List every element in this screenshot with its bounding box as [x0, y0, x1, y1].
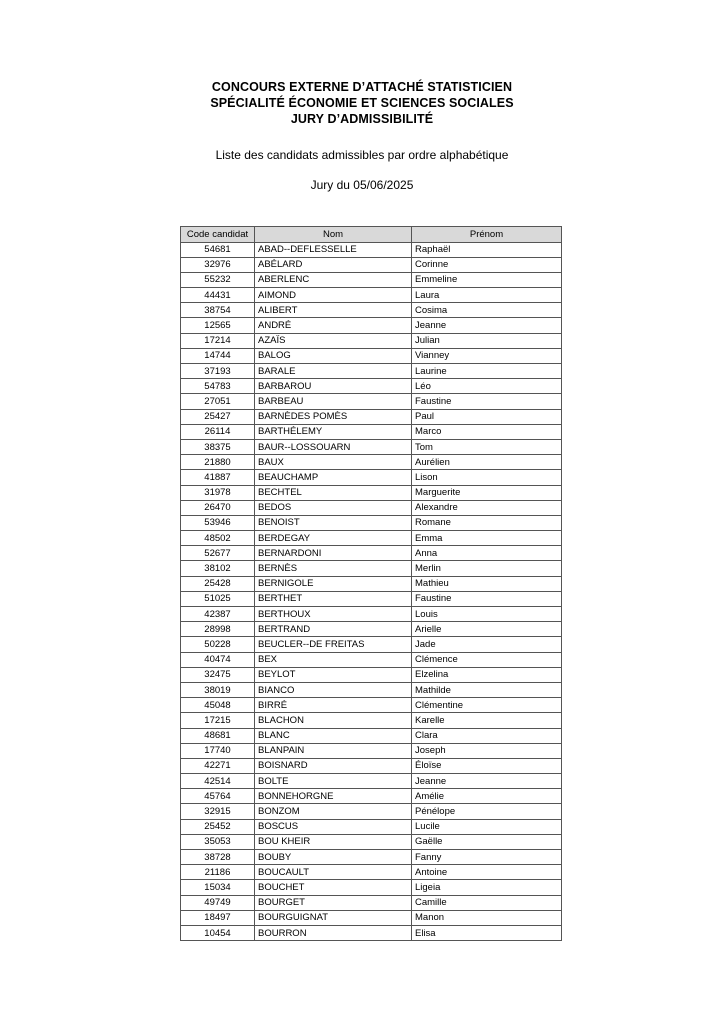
- cell-nom: BOURGET: [255, 895, 412, 910]
- document-header: [0, 79, 724, 127]
- table-row: [181, 364, 562, 379]
- cell-code: 31978: [181, 485, 255, 500]
- table-row: [181, 303, 562, 318]
- cell-prenom: Amélie: [412, 789, 562, 804]
- cell-prenom: Alexandre: [412, 500, 562, 515]
- cell-prenom: Camille: [412, 895, 562, 910]
- cell-prenom: Karelle: [412, 713, 562, 728]
- table-row: [181, 242, 562, 257]
- cell-nom: BARBEAU: [255, 394, 412, 409]
- cell-prenom: Laura: [412, 288, 562, 303]
- cell-code: 40474: [181, 652, 255, 667]
- table-row: [181, 379, 562, 394]
- cell-nom: BEAUCHAMP: [255, 470, 412, 485]
- table-row: [181, 424, 562, 439]
- cell-nom: BARALE: [255, 364, 412, 379]
- cell-prenom: Vianney: [412, 348, 562, 363]
- cell-nom: BERTHET: [255, 591, 412, 606]
- cell-nom: ABAD--DEFLESSELLE: [255, 242, 412, 257]
- cell-nom: BERNÈS: [255, 561, 412, 576]
- cell-prenom: Lucile: [412, 819, 562, 834]
- table-row: [181, 850, 562, 865]
- cell-code: 51025: [181, 591, 255, 606]
- cell-code: 15034: [181, 880, 255, 895]
- list-subtitle: Liste des candidats admissibles par ordre alphabétique: [215, 148, 509, 162]
- cell-nom: BEYLOT: [255, 667, 412, 682]
- table-row: [181, 288, 562, 303]
- table-row: [181, 318, 562, 333]
- table-row: [181, 652, 562, 667]
- cell-code: 12565: [181, 318, 255, 333]
- table-row: [181, 515, 562, 530]
- cell-nom: BAUX: [255, 455, 412, 470]
- cell-prenom: Elisa: [412, 925, 562, 940]
- table-row: [181, 257, 562, 272]
- table-row: [181, 728, 562, 743]
- table-row: [181, 591, 562, 606]
- cell-code: 25427: [181, 409, 255, 424]
- cell-code: 21880: [181, 455, 255, 470]
- cell-nom: BOUCHET: [255, 880, 412, 895]
- cell-nom: BOSCUS: [255, 819, 412, 834]
- cell-prenom: Joseph: [412, 743, 562, 758]
- cell-nom: BOURGUIGNAT: [255, 910, 412, 925]
- title-line-2: SPÉCIALITÉ ÉCONOMIE ET SCIENCES SOCIALES: [210, 96, 514, 110]
- cell-nom: BOISNARD: [255, 758, 412, 773]
- table-row: [181, 394, 562, 409]
- cell-nom: BEX: [255, 652, 412, 667]
- cell-code: 48681: [181, 728, 255, 743]
- cell-prenom: Louis: [412, 607, 562, 622]
- cell-prenom: Laurine: [412, 364, 562, 379]
- cell-prenom: Clémence: [412, 652, 562, 667]
- table-row: [181, 698, 562, 713]
- table-row: [181, 925, 562, 940]
- cell-prenom: Merlin: [412, 561, 562, 576]
- cell-nom: BOUCAULT: [255, 865, 412, 880]
- candidates-table: [180, 226, 562, 941]
- table-row: [181, 804, 562, 819]
- cell-prenom: Marco: [412, 424, 562, 439]
- cell-code: 26114: [181, 424, 255, 439]
- cell-prenom: Clémentine: [412, 698, 562, 713]
- cell-code: 32915: [181, 804, 255, 819]
- cell-nom: BENOIST: [255, 515, 412, 530]
- cell-code: 14744: [181, 348, 255, 363]
- cell-code: 26470: [181, 500, 255, 515]
- cell-code: 42271: [181, 758, 255, 773]
- cell-code: 17214: [181, 333, 255, 348]
- cell-code: 53946: [181, 515, 255, 530]
- cell-code: 38375: [181, 439, 255, 454]
- cell-code: 21186: [181, 865, 255, 880]
- cell-code: 49749: [181, 895, 255, 910]
- cell-nom: BAUR--LOSSOUARN: [255, 439, 412, 454]
- cell-nom: BIRRÉ: [255, 698, 412, 713]
- cell-code: 54681: [181, 242, 255, 257]
- cell-code: 17740: [181, 743, 255, 758]
- table-row: [181, 865, 562, 880]
- cell-prenom: Corinne: [412, 257, 562, 272]
- table-row: [181, 455, 562, 470]
- table-row: [181, 546, 562, 561]
- cell-prenom: Lison: [412, 470, 562, 485]
- table-row: [181, 576, 562, 591]
- table-row: [181, 743, 562, 758]
- table-row: [181, 500, 562, 515]
- cell-nom: BLANC: [255, 728, 412, 743]
- cell-code: 38754: [181, 303, 255, 318]
- cell-nom: BONZOM: [255, 804, 412, 819]
- cell-nom: ABERLENC: [255, 272, 412, 287]
- cell-nom: ANDRÉ: [255, 318, 412, 333]
- cell-code: 45764: [181, 789, 255, 804]
- cell-nom: BERNARDONI: [255, 546, 412, 561]
- cell-code: 25452: [181, 819, 255, 834]
- table-row: [181, 682, 562, 697]
- cell-code: 17215: [181, 713, 255, 728]
- cell-code: 42387: [181, 607, 255, 622]
- cell-nom: BLANPAIN: [255, 743, 412, 758]
- cell-code: 38728: [181, 850, 255, 865]
- cell-prenom: Raphaël: [412, 242, 562, 257]
- cell-prenom: Jeanne: [412, 774, 562, 789]
- cell-nom: AIMOND: [255, 288, 412, 303]
- cell-prenom: Julian: [412, 333, 562, 348]
- cell-nom: AZAÏS: [255, 333, 412, 348]
- column-header-code: Code candidat: [181, 227, 255, 243]
- cell-prenom: Manon: [412, 910, 562, 925]
- cell-nom: BARTHÉLEMY: [255, 424, 412, 439]
- table-row: [181, 439, 562, 454]
- cell-code: 32976: [181, 257, 255, 272]
- cell-nom: BOUBY: [255, 850, 412, 865]
- cell-prenom: Emmeline: [412, 272, 562, 287]
- cell-nom: ABÉLARD: [255, 257, 412, 272]
- cell-nom: BEDOS: [255, 500, 412, 515]
- table-row: [181, 561, 562, 576]
- cell-prenom: Faustine: [412, 591, 562, 606]
- cell-prenom: Paul: [412, 409, 562, 424]
- cell-nom: BERTRAND: [255, 622, 412, 637]
- table-row: [181, 409, 562, 424]
- cell-nom: BIANCO: [255, 682, 412, 697]
- cell-prenom: Mathilde: [412, 682, 562, 697]
- cell-prenom: Gaëlle: [412, 834, 562, 849]
- jury-date: Jury du 05/06/2025: [310, 178, 414, 192]
- table-row: [181, 333, 562, 348]
- cell-nom: BARBAROU: [255, 379, 412, 394]
- cell-prenom: Léo: [412, 379, 562, 394]
- cell-prenom: Emma: [412, 531, 562, 546]
- cell-prenom: Ligeia: [412, 880, 562, 895]
- cell-nom: BECHTEL: [255, 485, 412, 500]
- cell-code: 38019: [181, 682, 255, 697]
- cell-code: 42514: [181, 774, 255, 789]
- cell-prenom: Marguerite: [412, 485, 562, 500]
- cell-prenom: Aurélien: [412, 455, 562, 470]
- table-row: [181, 834, 562, 849]
- table-row: [181, 637, 562, 652]
- cell-prenom: Tom: [412, 439, 562, 454]
- column-header-nom: Nom: [255, 227, 412, 243]
- cell-nom: BERDEGAY: [255, 531, 412, 546]
- cell-prenom: Antoine: [412, 865, 562, 880]
- cell-prenom: Éloïse: [412, 758, 562, 773]
- cell-prenom: Mathieu: [412, 576, 562, 591]
- table-row: [181, 819, 562, 834]
- cell-code: 55232: [181, 272, 255, 287]
- cell-code: 25428: [181, 576, 255, 591]
- table-row: [181, 713, 562, 728]
- cell-prenom: Jeanne: [412, 318, 562, 333]
- cell-prenom: Anna: [412, 546, 562, 561]
- cell-nom: BLACHON: [255, 713, 412, 728]
- title-line-3: JURY D’ADMISSIBILITÉ: [290, 112, 434, 126]
- cell-nom: BERTHOUX: [255, 607, 412, 622]
- title-line-1: CONCOURS EXTERNE D’ATTACHÉ STATISTICIEN: [211, 80, 513, 94]
- cell-code: 48502: [181, 531, 255, 546]
- cell-nom: ALIBERT: [255, 303, 412, 318]
- cell-prenom: Elzelina: [412, 667, 562, 682]
- table-row: [181, 607, 562, 622]
- table-row: [181, 622, 562, 637]
- column-header-prenom: Prénom: [412, 227, 562, 243]
- cell-code: 41887: [181, 470, 255, 485]
- table-row: [181, 758, 562, 773]
- cell-code: 44431: [181, 288, 255, 303]
- cell-code: 38102: [181, 561, 255, 576]
- table-row: [181, 895, 562, 910]
- cell-nom: BOU KHEIR: [255, 834, 412, 849]
- cell-nom: BALOG: [255, 348, 412, 363]
- cell-nom: BONNEHORGNE: [255, 789, 412, 804]
- cell-code: 50228: [181, 637, 255, 652]
- cell-code: 52677: [181, 546, 255, 561]
- table-row: [181, 348, 562, 363]
- cell-prenom: Clara: [412, 728, 562, 743]
- cell-prenom: Fanny: [412, 850, 562, 865]
- table-row: [181, 667, 562, 682]
- cell-code: 45048: [181, 698, 255, 713]
- cell-prenom: Arielle: [412, 622, 562, 637]
- cell-code: 37193: [181, 364, 255, 379]
- cell-prenom: Cosima: [412, 303, 562, 318]
- cell-code: 32475: [181, 667, 255, 682]
- cell-nom: BARNÈDES POMÈS: [255, 409, 412, 424]
- cell-code: 10454: [181, 925, 255, 940]
- cell-nom: BEUCLER--DE FREITAS: [255, 637, 412, 652]
- cell-nom: BOLTE: [255, 774, 412, 789]
- cell-prenom: Romane: [412, 515, 562, 530]
- table-row: [181, 531, 562, 546]
- cell-code: 54783: [181, 379, 255, 394]
- cell-prenom: Pénélope: [412, 804, 562, 819]
- table-row: [181, 880, 562, 895]
- table-row: [181, 272, 562, 287]
- cell-nom: BERNIGOLE: [255, 576, 412, 591]
- cell-prenom: Jade: [412, 637, 562, 652]
- cell-code: 35053: [181, 834, 255, 849]
- table-row: [181, 470, 562, 485]
- cell-code: 28998: [181, 622, 255, 637]
- cell-nom: BOURRON: [255, 925, 412, 940]
- cell-code: 27051: [181, 394, 255, 409]
- cell-code: 18497: [181, 910, 255, 925]
- table-header-row: [181, 227, 562, 243]
- cell-prenom: Faustine: [412, 394, 562, 409]
- table-row: [181, 774, 562, 789]
- table-body: [181, 242, 562, 941]
- table-row: [181, 485, 562, 500]
- table-row: [181, 910, 562, 925]
- table-row: [181, 789, 562, 804]
